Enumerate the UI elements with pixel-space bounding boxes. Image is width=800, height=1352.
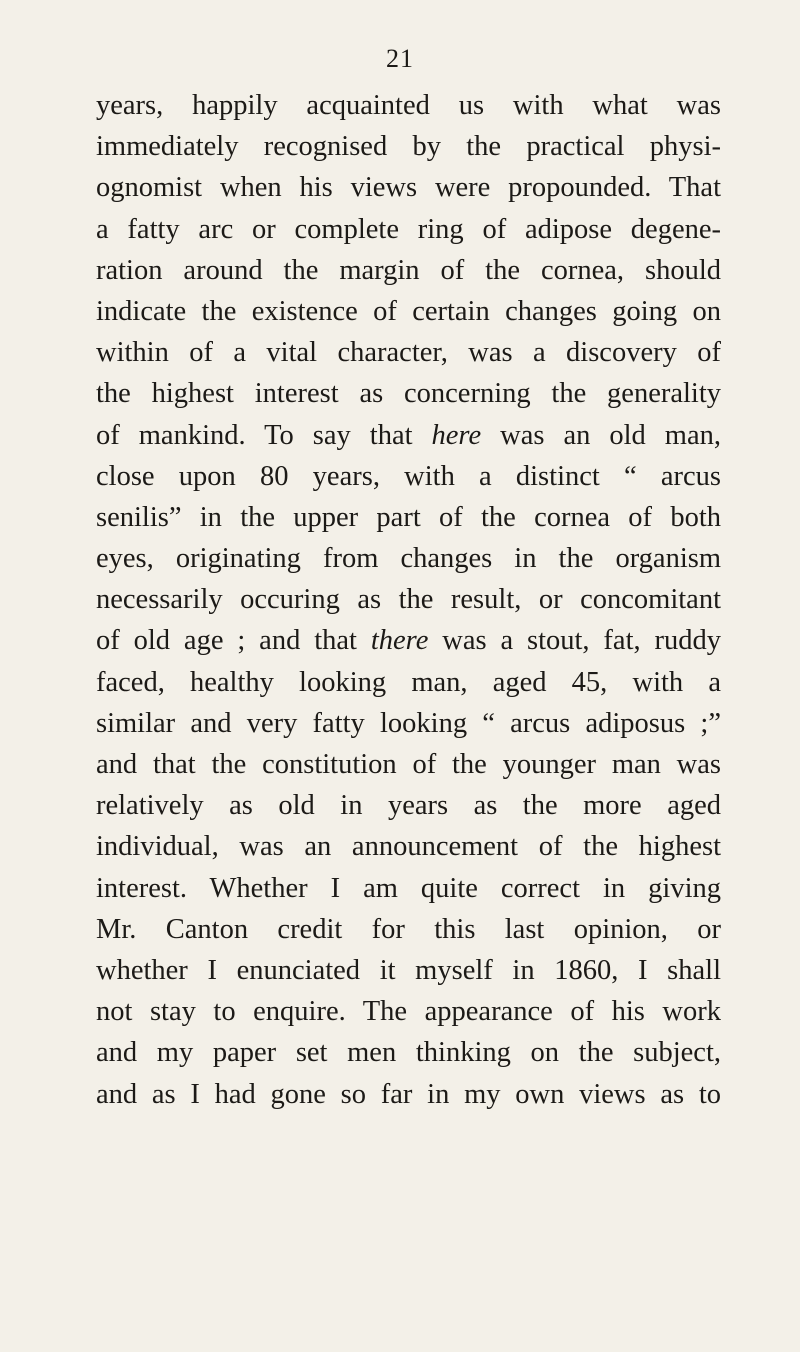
text-line: [96, 620, 721, 661]
page-number: 21: [386, 44, 414, 73]
text-line: relatively as old in years as the more aged: [96, 790, 721, 822]
text-line: interest. Whether I am quite correct in giving: [96, 872, 721, 904]
text-line: close upon 80 years, with a distinct “ arcus: [96, 460, 721, 492]
text-run: was a stout, fat, ruddy: [428, 625, 721, 657]
text-line: Mr. Canton credit for this last opinion, or: [96, 913, 721, 945]
text-line: similar and very fatty looking “ arcus adiposus ;”: [96, 707, 721, 739]
text-line: within of a vital character, was a discovery of: [96, 337, 721, 369]
text-line: whether I enunciated it myself in 1860, I shall: [96, 954, 721, 986]
text-line: eyes, originating from changes in the organism: [96, 543, 721, 575]
body-text: [96, 85, 721, 1115]
text-line: and my paper set men thinking on the subject,: [96, 1037, 721, 1069]
text-line: ognomist when his views were propounded. That: [96, 172, 721, 204]
text-line: [96, 415, 721, 456]
text-line: senilis” in the upper part of the cornea of both: [96, 501, 721, 533]
text-line: faced, healthy looking man, aged 45, with a: [96, 666, 721, 698]
text-line: a fatty arc or complete ring of adipose degene-: [96, 213, 721, 245]
text-run: was an old man,: [481, 419, 721, 451]
italic-emphasis: there: [370, 625, 429, 657]
text-line: ration around the margin of the cornea, should: [96, 254, 721, 286]
text-line: indicate the existence of certain changes going on: [96, 295, 721, 327]
text-line: and that the constitution of the younger man was: [96, 749, 721, 780]
text-run: of old age ; and that: [96, 625, 371, 657]
text-line: immediately recognised by the practical physi-: [96, 131, 721, 163]
text-line: necessarily occuring as the result, or concomitant: [96, 584, 721, 616]
text-line: individual, was an announcement of the highest: [96, 831, 721, 863]
text-line: years, happily acquainted us with what was: [96, 90, 721, 121]
text-line: the highest interest as concerning the generality: [96, 378, 721, 410]
text-line: not stay to enquire. The appearance of his work: [96, 996, 721, 1028]
text-run: of mankind. To say that: [96, 419, 432, 451]
text-line: and as I had gone so far in my own views as to: [96, 1078, 721, 1110]
italic-emphasis: here: [431, 419, 482, 451]
